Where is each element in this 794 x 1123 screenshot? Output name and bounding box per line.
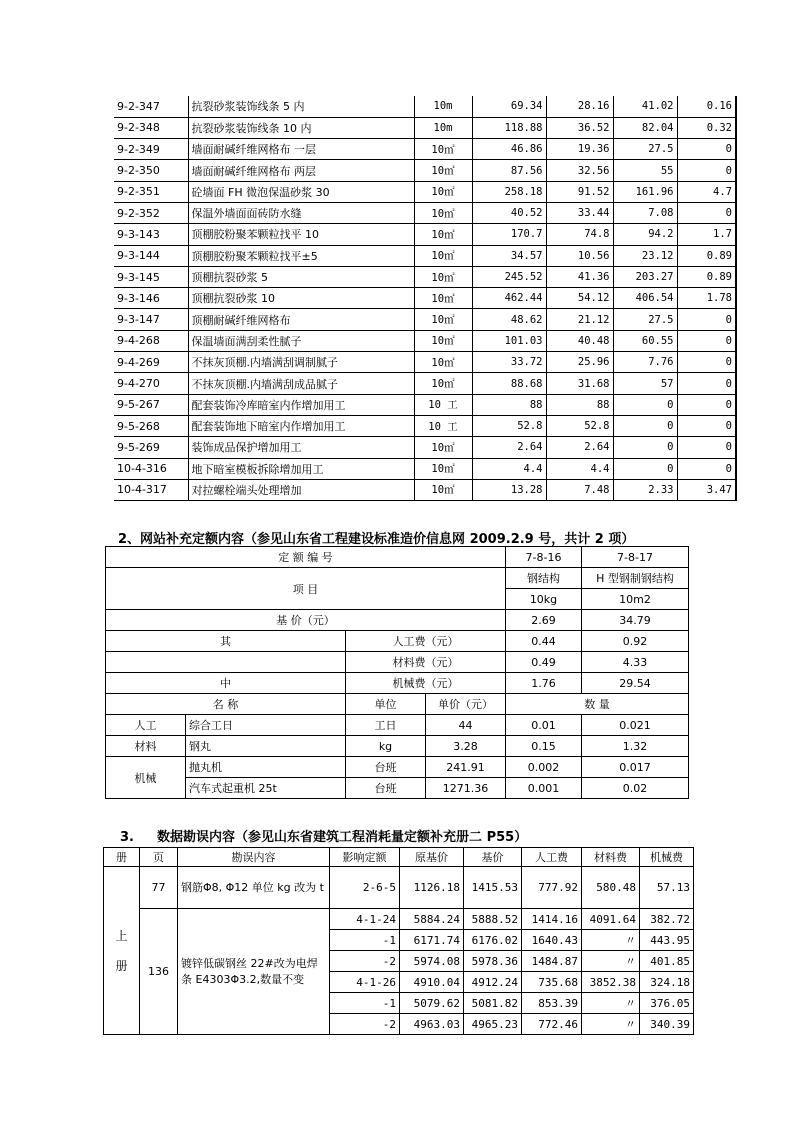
labor-fee: 74.8 [546, 224, 613, 245]
material-fee: 〃 [582, 993, 640, 1014]
material-fee: 〃 [582, 1014, 640, 1035]
machine-fee: 0 [677, 352, 736, 373]
quota-unit: 10㎡ [414, 309, 472, 330]
machine-fee: 0.16 [677, 96, 736, 117]
quota-unit: 10㎡ [414, 245, 472, 266]
quota-item-name: 不抹灰顶棚.内墙满刮成品腻子 [188, 373, 414, 394]
machine-fee: 0.32 [677, 117, 736, 138]
affected-quota: -2 [330, 1014, 400, 1035]
base-price: 4965.23 [464, 1014, 522, 1035]
quota-item-name: 墙面耐碱纤维网格布 两层 [188, 160, 414, 181]
machine-fee: 340.39 [640, 1014, 694, 1035]
item-unit-2: 10m2 [582, 589, 689, 610]
errata-table-body [104, 848, 694, 1035]
material-fee: 203.27 [613, 266, 677, 287]
material-fee: 〃 [582, 951, 640, 972]
material-fee-1: 0.49 [506, 652, 582, 673]
quota-code: 9-4-270 [114, 373, 188, 394]
machine-fee: 0 [677, 330, 736, 351]
resource-unit: 工日 [346, 715, 426, 736]
quota-code: 10-4-317 [114, 479, 188, 500]
quota-row [114, 288, 736, 309]
errata-content: 钢筋Φ8, Φ12 单位 kg 改为 t [178, 867, 330, 909]
labor-fee: 28.16 [546, 96, 613, 117]
header-volume: 册 [104, 848, 140, 867]
resource-unit: 台班 [346, 757, 426, 778]
base-price: 5081.82 [464, 993, 522, 1014]
quota-unit: 10㎡ [414, 458, 472, 479]
quota-code: 9-2-349 [114, 139, 188, 160]
qi-label: 其 [106, 631, 346, 652]
material-fee: 0 [613, 415, 677, 436]
quota-row [114, 394, 736, 415]
header-affected-quota: 影响定额 [330, 848, 400, 867]
quota-row [114, 181, 736, 202]
labor-fee: 52.8 [546, 415, 613, 436]
quota-row [114, 352, 736, 373]
machine-fee: 1.78 [677, 288, 736, 309]
original-base-price: 4963.03 [400, 1014, 464, 1035]
machine-fee: 1.7 [677, 224, 736, 245]
quota-code: 9-4-268 [114, 330, 188, 351]
base-price: 88 [472, 394, 546, 415]
quota-code: 9-2-350 [114, 160, 188, 181]
base-price-1: 2.69 [506, 610, 582, 631]
base-price: 87.56 [472, 160, 546, 181]
machine-fee: 0 [677, 309, 736, 330]
base-price: 69.34 [472, 96, 546, 117]
quota-row [114, 330, 736, 351]
quota-row [114, 160, 736, 181]
errata-header-row [104, 848, 694, 867]
machine-fee: 0 [677, 458, 736, 479]
blank-cell [106, 652, 346, 673]
base-price: 34.57 [472, 245, 546, 266]
resource-qty-1: 0.001 [506, 778, 582, 799]
affected-quota: 4-1-24 [330, 909, 400, 930]
original-base-price: 5079.62 [400, 993, 464, 1014]
quota-code: 9-5-267 [114, 394, 188, 415]
labor-fee: 7.48 [546, 479, 613, 500]
material-fee: 27.5 [613, 139, 677, 160]
quota-row [114, 479, 736, 500]
quota-unit: 10㎡ [414, 224, 472, 245]
resource-qty-2: 0.017 [582, 757, 689, 778]
quota-unit: 10 工 [414, 415, 472, 436]
machine-fee: 3.47 [677, 479, 736, 500]
resource-qty-1: 0.002 [506, 757, 582, 778]
machine-fee: 0.89 [677, 266, 736, 287]
material-fee: 27.5 [613, 309, 677, 330]
base-price: 52.8 [472, 415, 546, 436]
material-fee: 82.04 [613, 117, 677, 138]
volume-cell [104, 867, 140, 1035]
quota-item-name: 顶棚抗裂砂浆 10 [188, 288, 414, 309]
resource-qty-1: 0.15 [506, 736, 582, 757]
quota-code: 10-4-316 [114, 458, 188, 479]
material-fee: 406.54 [613, 288, 677, 309]
material-fee: 7.08 [613, 202, 677, 223]
base-price: 13.28 [472, 479, 546, 500]
resource-name: 汽车式起重机 25t [186, 778, 346, 799]
quota-row [114, 437, 736, 458]
material-fee: 0 [613, 437, 677, 458]
quota-item-name: 顶棚胶粉聚苯颗粒找平±5 [188, 245, 414, 266]
quota-item-name: 不抹灰顶棚.内墙满刮调制腻子 [188, 352, 414, 373]
quota-code: 9-4-269 [114, 352, 188, 373]
labor-fee-label: 人工费（元） [346, 631, 506, 652]
quota-unit: 10 工 [414, 394, 472, 415]
quota-item-name: 地下暗室模板拆除增加用工 [188, 458, 414, 479]
material-fee: 60.55 [613, 330, 677, 351]
machine-fee-1: 1.76 [506, 673, 582, 694]
quota-code: 9-5-268 [114, 415, 188, 436]
machine-fee: 4.7 [677, 181, 736, 202]
base-price: 33.72 [472, 352, 546, 373]
base-price: 462.44 [472, 288, 546, 309]
header-labor-fee: 人工费 [522, 848, 582, 867]
quota-code: 9-3-147 [114, 309, 188, 330]
item-unit-1: 10kg [506, 589, 582, 610]
machine-fee-label: 机械费（元） [346, 673, 506, 694]
base-price: 4912.24 [464, 972, 522, 993]
header-base-price: 基价 [464, 848, 522, 867]
quota-row [114, 309, 736, 330]
labor-fee: 1640.43 [522, 930, 582, 951]
quota-row [114, 266, 736, 287]
quota-row [114, 224, 736, 245]
quota-unit: 10㎡ [414, 288, 472, 309]
labor-fee-1: 0.44 [506, 631, 582, 652]
original-base-price: 5974.08 [400, 951, 464, 972]
affected-quota: 4-1-26 [330, 972, 400, 993]
volume-char-2: 册 [115, 958, 128, 973]
machine-fee: 324.18 [640, 972, 694, 993]
quota-unit: 10㎡ [414, 352, 472, 373]
labor-fee: 1414.16 [522, 909, 582, 930]
quota-row [114, 96, 736, 117]
affected-quota: 2-6-5 [330, 867, 400, 909]
item-name-1: 钢结构 [506, 568, 582, 589]
machine-fee-2: 29.54 [582, 673, 689, 694]
resource-qty-2: 1.32 [582, 736, 689, 757]
base-price: 245.52 [472, 266, 546, 287]
resource-name: 综合工日 [186, 715, 346, 736]
material-fee: 2.33 [613, 479, 677, 500]
quota-item-name: 砼墙面 FH 微泡保温砂浆 30 [188, 181, 414, 202]
affected-quota: -1 [330, 993, 400, 1014]
quota-unit: 10㎡ [414, 160, 472, 181]
base-price: 46.86 [472, 139, 546, 160]
material-fee: 7.76 [613, 352, 677, 373]
base-price: 88.68 [472, 373, 546, 394]
section-2-heading: 2、网站补充定额内容（参见山东省工程建设标准造价信息网 2009.2.9 号，共计 2 项） [118, 532, 635, 547]
base-price: 1415.53 [464, 867, 522, 909]
quota-code: 9-3-144 [114, 245, 188, 266]
quota-unit: 10㎡ [414, 437, 472, 458]
labor-fee: 40.48 [546, 330, 613, 351]
base-price-2: 34.79 [582, 610, 689, 631]
resource-unit: kg [346, 736, 426, 757]
quota-row [114, 117, 736, 138]
affected-quota: -1 [330, 930, 400, 951]
quota-unit: 10m [414, 117, 472, 138]
machine-fee: 0 [677, 139, 736, 160]
quota-code: 9-5-269 [114, 437, 188, 458]
quota-code: 9-2-347 [114, 96, 188, 117]
base-price: 4.4 [472, 458, 546, 479]
quota-item-name: 配套装饰冷库暗室内作增加用工 [188, 394, 414, 415]
original-base-price: 5884.24 [400, 909, 464, 930]
item-label: 项 目 [106, 568, 506, 610]
labor-fee: 735.68 [522, 972, 582, 993]
quota-row [114, 202, 736, 223]
quota-item-name: 顶棚耐碱纤维网格布 [188, 309, 414, 330]
col-qty-header: 数 量 [506, 694, 689, 715]
quota-code: 9-2-351 [114, 181, 188, 202]
base-price: 101.03 [472, 330, 546, 351]
quota-item-name: 顶棚抗裂砂浆 5 [188, 266, 414, 287]
machine-fee: 0.89 [677, 245, 736, 266]
quota-row [114, 139, 736, 160]
quota-item-name: 保温墙面满刮柔性腻子 [188, 330, 414, 351]
quota-item-name: 配套装饰地下暗室内作增加用工 [188, 415, 414, 436]
resource-price: 241.91 [426, 757, 506, 778]
material-fee: 3852.38 [582, 972, 640, 993]
quota-item-name: 抗裂砂浆装饰线条 10 内 [188, 117, 414, 138]
quota-unit: 10㎡ [414, 139, 472, 160]
resource-qty-1: 0.01 [506, 715, 582, 736]
quota-table-1-body [114, 96, 736, 501]
quota-unit: 10㎡ [414, 181, 472, 202]
item-name-2: H 型钢制钢结构 [582, 568, 689, 589]
labor-fee: 36.52 [546, 117, 613, 138]
quota-unit: 10m [414, 96, 472, 117]
material-fee: 161.96 [613, 181, 677, 202]
labor-fee: 31.68 [546, 373, 613, 394]
section-3-title: 数据勘误内容（参见山东省建筑工程消耗量定额补充册二 P55） [157, 830, 528, 845]
affected-quota: -2 [330, 951, 400, 972]
col-name-header: 名 称 [106, 694, 346, 715]
labor-fee: 41.36 [546, 266, 613, 287]
page-number: 77 [140, 867, 178, 909]
quota-unit: 10㎡ [414, 202, 472, 223]
quota-row [114, 245, 736, 266]
quota-table-1 [114, 96, 737, 501]
labor-fee: 1484.87 [522, 951, 582, 972]
resource-name: 抛丸机 [186, 757, 346, 778]
header-machine-fee: 机械费 [640, 848, 694, 867]
labor-fee: 32.56 [546, 160, 613, 181]
quota-no-label: 定 额 编 号 [106, 547, 506, 568]
quota-code: 9-3-146 [114, 288, 188, 309]
col-price-header: 单价（元） [426, 694, 506, 715]
material-fee: 〃 [582, 930, 640, 951]
base-price: 170.7 [472, 224, 546, 245]
labor-fee: 21.12 [546, 309, 613, 330]
labor-fee: 772.46 [522, 1014, 582, 1035]
material-fee: 0 [613, 394, 677, 415]
zhong-label: 中 [106, 673, 346, 694]
resource-unit: 台班 [346, 778, 426, 799]
quota-item-name: 墙面耐碱纤维网格布 一层 [188, 139, 414, 160]
category-labor: 人工 [106, 715, 186, 736]
base-price: 258.18 [472, 181, 546, 202]
material-fee: 23.12 [613, 245, 677, 266]
labor-fee: 91.52 [546, 181, 613, 202]
material-fee: 55 [613, 160, 677, 181]
labor-fee: 19.36 [546, 139, 613, 160]
base-price: 118.88 [472, 117, 546, 138]
machine-fee: 57.13 [640, 867, 694, 909]
category-material: 材料 [106, 736, 186, 757]
base-price: 5978.36 [464, 951, 522, 972]
quota-code-2: 7-8-17 [582, 547, 689, 568]
labor-fee: 88 [546, 394, 613, 415]
labor-fee: 54.12 [546, 288, 613, 309]
machine-fee: 0 [677, 373, 736, 394]
machine-fee: 382.72 [640, 909, 694, 930]
labor-fee-2: 0.92 [582, 631, 689, 652]
labor-fee: 33.44 [546, 202, 613, 223]
quota-item-name: 抗裂砂浆装饰线条 5 内 [188, 96, 414, 117]
supplementary-quota-table [105, 546, 689, 799]
quota-item-name: 保温外墙面面砖防水缝 [188, 202, 414, 223]
resource-qty-2: 0.02 [582, 778, 689, 799]
machine-fee: 401.85 [640, 951, 694, 972]
quota-row [114, 458, 736, 479]
section-3-heading [120, 826, 527, 845]
material-fee-2: 4.33 [582, 652, 689, 673]
labor-fee: 853.39 [522, 993, 582, 1014]
machine-fee: 0 [677, 202, 736, 223]
base-price: 48.62 [472, 309, 546, 330]
errata-row [104, 909, 694, 930]
quota-unit: 10㎡ [414, 479, 472, 500]
machine-fee: 0 [677, 415, 736, 436]
labor-fee: 4.4 [546, 458, 613, 479]
base-price: 6176.02 [464, 930, 522, 951]
errata-content: 镀锌低碳钢丝 22#改为电焊条 E4303Φ3.2,数量不变 [178, 909, 330, 1035]
quota-unit: 10㎡ [414, 330, 472, 351]
material-fee: 94.2 [613, 224, 677, 245]
quota-code: 9-3-143 [114, 224, 188, 245]
category-machine: 机械 [106, 757, 186, 799]
resource-price: 3.28 [426, 736, 506, 757]
labor-fee: 777.92 [522, 867, 582, 909]
material-fee: 41.02 [613, 96, 677, 117]
page-number: 136 [140, 909, 178, 1035]
errata-row [104, 867, 694, 909]
labor-fee: 2.64 [546, 437, 613, 458]
labor-fee: 10.56 [546, 245, 613, 266]
material-fee: 4091.64 [582, 909, 640, 930]
volume-char-1: 上 [115, 928, 128, 943]
errata-table [103, 847, 694, 1035]
original-base-price: 6171.74 [400, 930, 464, 951]
base-price-label: 基 价（元） [106, 610, 506, 631]
original-base-price: 4910.04 [400, 972, 464, 993]
quota-row [114, 373, 736, 394]
quota-unit: 10㎡ [414, 373, 472, 394]
original-base-price: 1126.18 [400, 867, 464, 909]
quota-item-name: 对拉螺栓端头处理增加 [188, 479, 414, 500]
machine-fee: 376.05 [640, 993, 694, 1014]
header-original-base-price: 原基价 [400, 848, 464, 867]
header-material-fee: 材料费 [582, 848, 640, 867]
quota-code: 9-2-348 [114, 117, 188, 138]
base-price: 40.52 [472, 202, 546, 223]
quota-code-1: 7-8-16 [506, 547, 582, 568]
quota-unit: 10㎡ [414, 266, 472, 287]
material-fee: 0 [613, 458, 677, 479]
machine-fee: 0 [677, 160, 736, 181]
resource-qty-2: 0.021 [582, 715, 689, 736]
material-fee: 580.48 [582, 867, 640, 909]
material-fee-label: 材料费（元） [346, 652, 506, 673]
quota-row [114, 415, 736, 436]
header-errata-content: 勘误内容 [178, 848, 330, 867]
machine-fee: 443.95 [640, 930, 694, 951]
base-price: 2.64 [472, 437, 546, 458]
resource-price: 44 [426, 715, 506, 736]
labor-fee: 25.96 [546, 352, 613, 373]
section-3-number: 3. [120, 830, 134, 845]
quota-item-name: 顶棚胶粉聚苯颗粒找平 10 [188, 224, 414, 245]
base-price: 5888.52 [464, 909, 522, 930]
quota-code: 9-3-145 [114, 266, 188, 287]
machine-fee: 0 [677, 394, 736, 415]
quota-item-name: 装饰成品保护增加用工 [188, 437, 414, 458]
col-unit-header: 单位 [346, 694, 426, 715]
material-fee: 57 [613, 373, 677, 394]
quota-code: 9-2-352 [114, 202, 188, 223]
resource-price: 1271.36 [426, 778, 506, 799]
header-page: 页 [140, 848, 178, 867]
machine-fee: 0 [677, 437, 736, 458]
resource-name: 钢丸 [186, 736, 346, 757]
